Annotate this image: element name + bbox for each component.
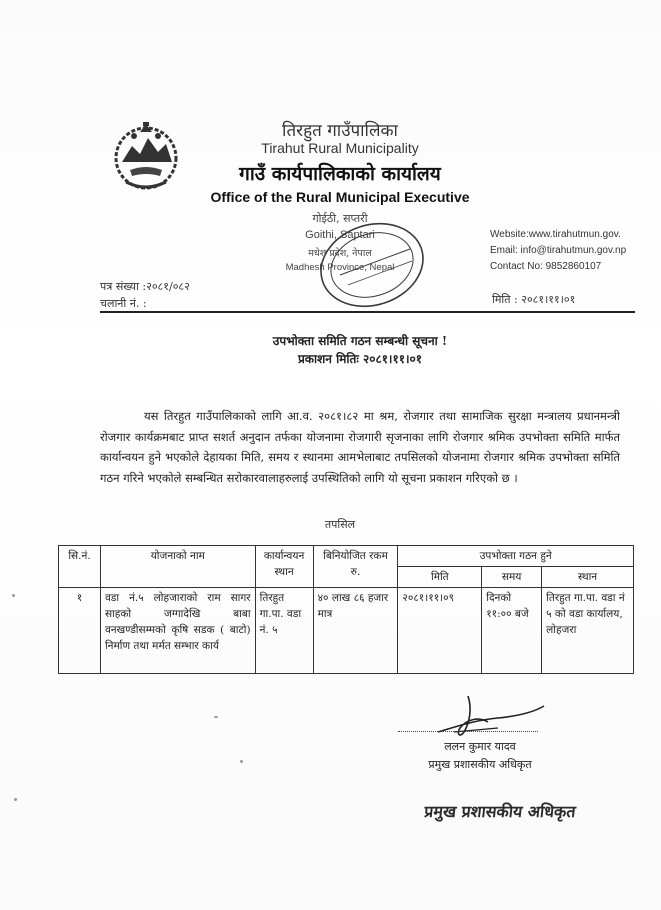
table-row (59, 588, 634, 674)
notice-title: उपभोक्ता समिति गठन सम्बन्धी सूचना ! (272, 334, 448, 348)
letter-number: पत्र संख्या :२०८१/०८२ (100, 280, 190, 293)
cell-time: दिनको ११:०० बजे (482, 588, 542, 674)
header-formation: उपभोक्ता गठन हुने (398, 546, 634, 567)
header-divider (100, 311, 635, 313)
signatory-title: प्रमुख प्रशासकीय अधिकृत (428, 758, 532, 771)
letter-date: मिति : २०८१।११।०१ (492, 293, 576, 306)
municipality-name-np: तिरहुत गाउँपालिका (282, 121, 398, 141)
cell-project: वडा नं.५ लोहजाराको राम सागर साहको जग्गादेखि बाबा वनखण्डीसम्मको कृषि सडक ( बाटो) निर्माण तथा मर्मत सम्भार कार्य (100, 588, 255, 674)
signature-line (398, 731, 538, 732)
header-amount: बिनियोजित रकम रु. (313, 546, 398, 588)
notice-body (100, 406, 620, 488)
notice-body-text: यस तिरहुत गाउँपालिकाको लागि आ.व. २०८१।८२ मा श्रम, रोजगार तथा सामाजिक सुरक्षा मन्त्रालय प्रधानमन्त्री रोजगार कार्यक्रमबाट प्राप्त सशर्त अनुदान तर्फका योजनामा रोजगारी सृजनाका लागि रोजगार श्रमिक उपभोक्ता समिति मार्फत कार्यान्वयन हुने भएकोले देहायका मिति, समय र स्थानमा आमभेलाबाट तपसिलको योजनामा रोजगार श्रमिक उपभोक्ता समिति गठन गरिने भएकोले सम्बन्धित सरोकारवालाहरुलाई उपस्थितिको लागि यो सूचना प्रकाशन गरिएको छ । (100, 409, 620, 485)
reference-block (100, 278, 190, 312)
dispatch-number: चलानी नं. : (100, 297, 147, 310)
header-date: मिति (398, 567, 482, 588)
province-en: Madhesh Province, Nepal (285, 262, 395, 273)
header-impl-place: कार्यान्वयन स्थान (255, 546, 313, 588)
cell-amount: ४० लाख ८६ हजार मात्र (313, 588, 398, 674)
details-label: तपसिल (324, 518, 356, 531)
office-name-np: गाउँ कार्यपालिकाको कार्यालय (239, 163, 441, 185)
email-text: Email: info@tirahutmun.gov.np (490, 245, 627, 256)
cell-sn: १ (59, 588, 101, 674)
header-time: समय (482, 567, 542, 588)
header-venue: स्थान (542, 567, 634, 588)
header-sn: सि.नं. (59, 546, 101, 588)
details-table (58, 545, 634, 674)
scan-speck (240, 760, 243, 763)
scan-speck (14, 798, 17, 801)
phone-text: Contact No: 9852860107 (490, 261, 602, 272)
location-en: Goithi, Saptari (305, 229, 375, 241)
table-header-row (59, 546, 634, 567)
cell-venue: तिरहुत गा.पा. वडा नं ५ को वडा कार्यालय, लोहजरा (542, 588, 634, 674)
designation-stamp: प्रमुख प्रशासकीय अधिकृत (423, 802, 577, 821)
signatory-name: ललन कुमार यादव (444, 740, 516, 753)
header-project: योजनाको नाम (100, 546, 255, 588)
province-np: मधेश प्रदेश, नेपाल (308, 248, 372, 259)
website-text: Website:www.tirahutmun.gov. (490, 229, 621, 240)
notice-published-date: प्रकाशन मितिः २०८१।११।०१ (297, 352, 422, 366)
municipality-name-en: Tirahut Rural Municipality (261, 140, 419, 156)
office-seal-stamp-icon (300, 215, 440, 315)
cell-date: २०८१।११।०९ (398, 588, 482, 674)
scan-speck (12, 594, 15, 597)
nepal-emblem-icon (110, 118, 182, 196)
scan-speck (214, 716, 218, 718)
cell-impl-place: तिरहुत गा.पा. वडा नं. ५ (255, 588, 313, 674)
location-np: गोईठी, सप्तरी (312, 212, 368, 225)
office-name-en: Office of the Rural Municipal Executive (210, 189, 470, 205)
contact-block (490, 227, 660, 275)
